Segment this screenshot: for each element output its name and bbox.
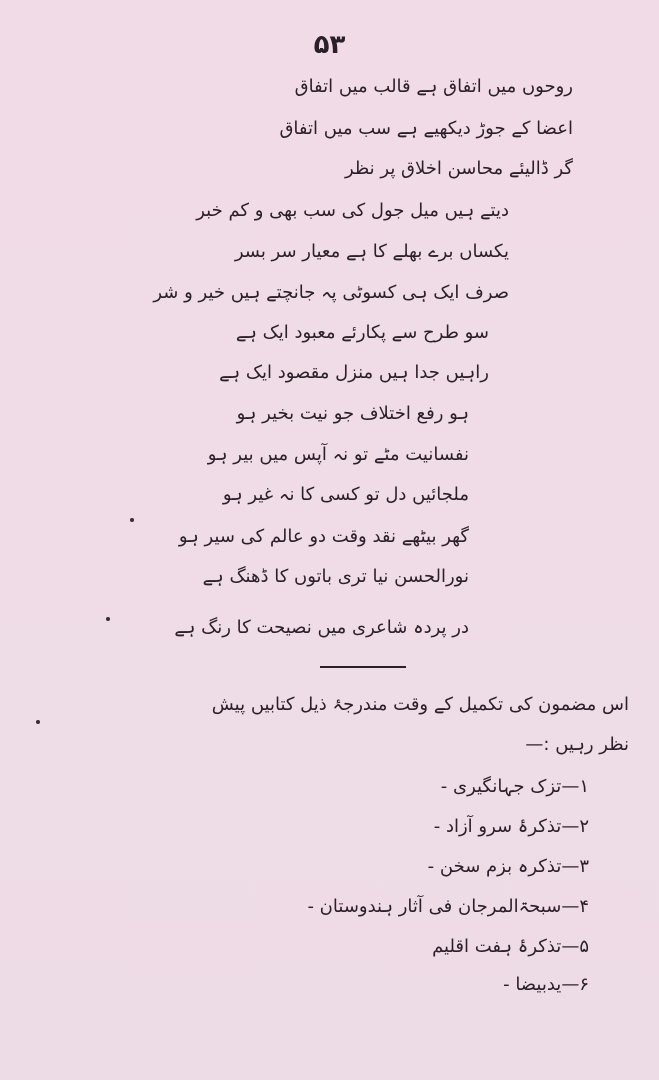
section-divider [320,666,406,668]
verse-line: ملجائیں دل تو کسی کا نہ غیر ہو [222,484,469,505]
verse-line: راہیں جدا ہیں منزل مقصود ایک ہے [219,362,489,383]
reference-item: ۳—تذکرہ بزم سخن - [427,856,589,877]
verse-line: گر ڈالیئے محاسن اخلاق پر نظر [344,158,573,179]
verse-line: سو طرح سے پکارئے معبود ایک ہے [235,322,489,343]
verse-line: در پردہ شاعری میں نصیحت کا رنگ ہے [174,617,469,638]
verse-line: نورالحسن نیا تری باتوں کا ڈھنگ ہے [202,566,469,587]
verse-line: روحوں میں اتفاق ہے قالب میں اتفاق [294,76,573,97]
reference-item: ۲—تذکرۂ سرو آزاد - [433,816,589,837]
prose-line: اس مضمون کی تکمیل کے وقت مندرجۂ ذیل کتابیں پیش [211,694,629,715]
reference-item: ۱—تزک جہانگیری - [440,776,589,797]
page-number: ۵۳ [313,30,346,60]
reference-item: ۴—سبحۃالمرجان فی آثار ہندوستان - [307,896,589,917]
reference-item: ۶—یدبیضا - [503,974,589,995]
ink-speck [106,617,110,621]
verse-line: دیتے ہیں میل جول کی سب بھی و کم خبر [196,200,509,221]
ink-speck [36,720,40,724]
verse-line: یکساں برے بھلے کا ہے معیار سر بسر [234,241,509,262]
reference-item: ۵—تذکرۂ ہفت اقلیم [432,936,589,957]
verse-line: صرف ایک ہی کسوٹی پہ جانچتے ہیں خیر و شر [153,282,509,303]
verse-line: ہو رفع اختلاف جو نیت بخیر ہو [236,403,469,424]
verse-line: نفسانیت مٹے تو نہ آپس میں بیر ہو [207,444,469,465]
ink-speck [130,518,134,522]
verse-line: اعضا کے جوڑ دیکھیے ہے سب میں اتفاق [279,118,573,139]
prose-line: نظر رہیں :— [525,734,629,755]
verse-line: گھر بیٹھے نقد وقت دو عالم کی سیر ہو [178,526,469,547]
